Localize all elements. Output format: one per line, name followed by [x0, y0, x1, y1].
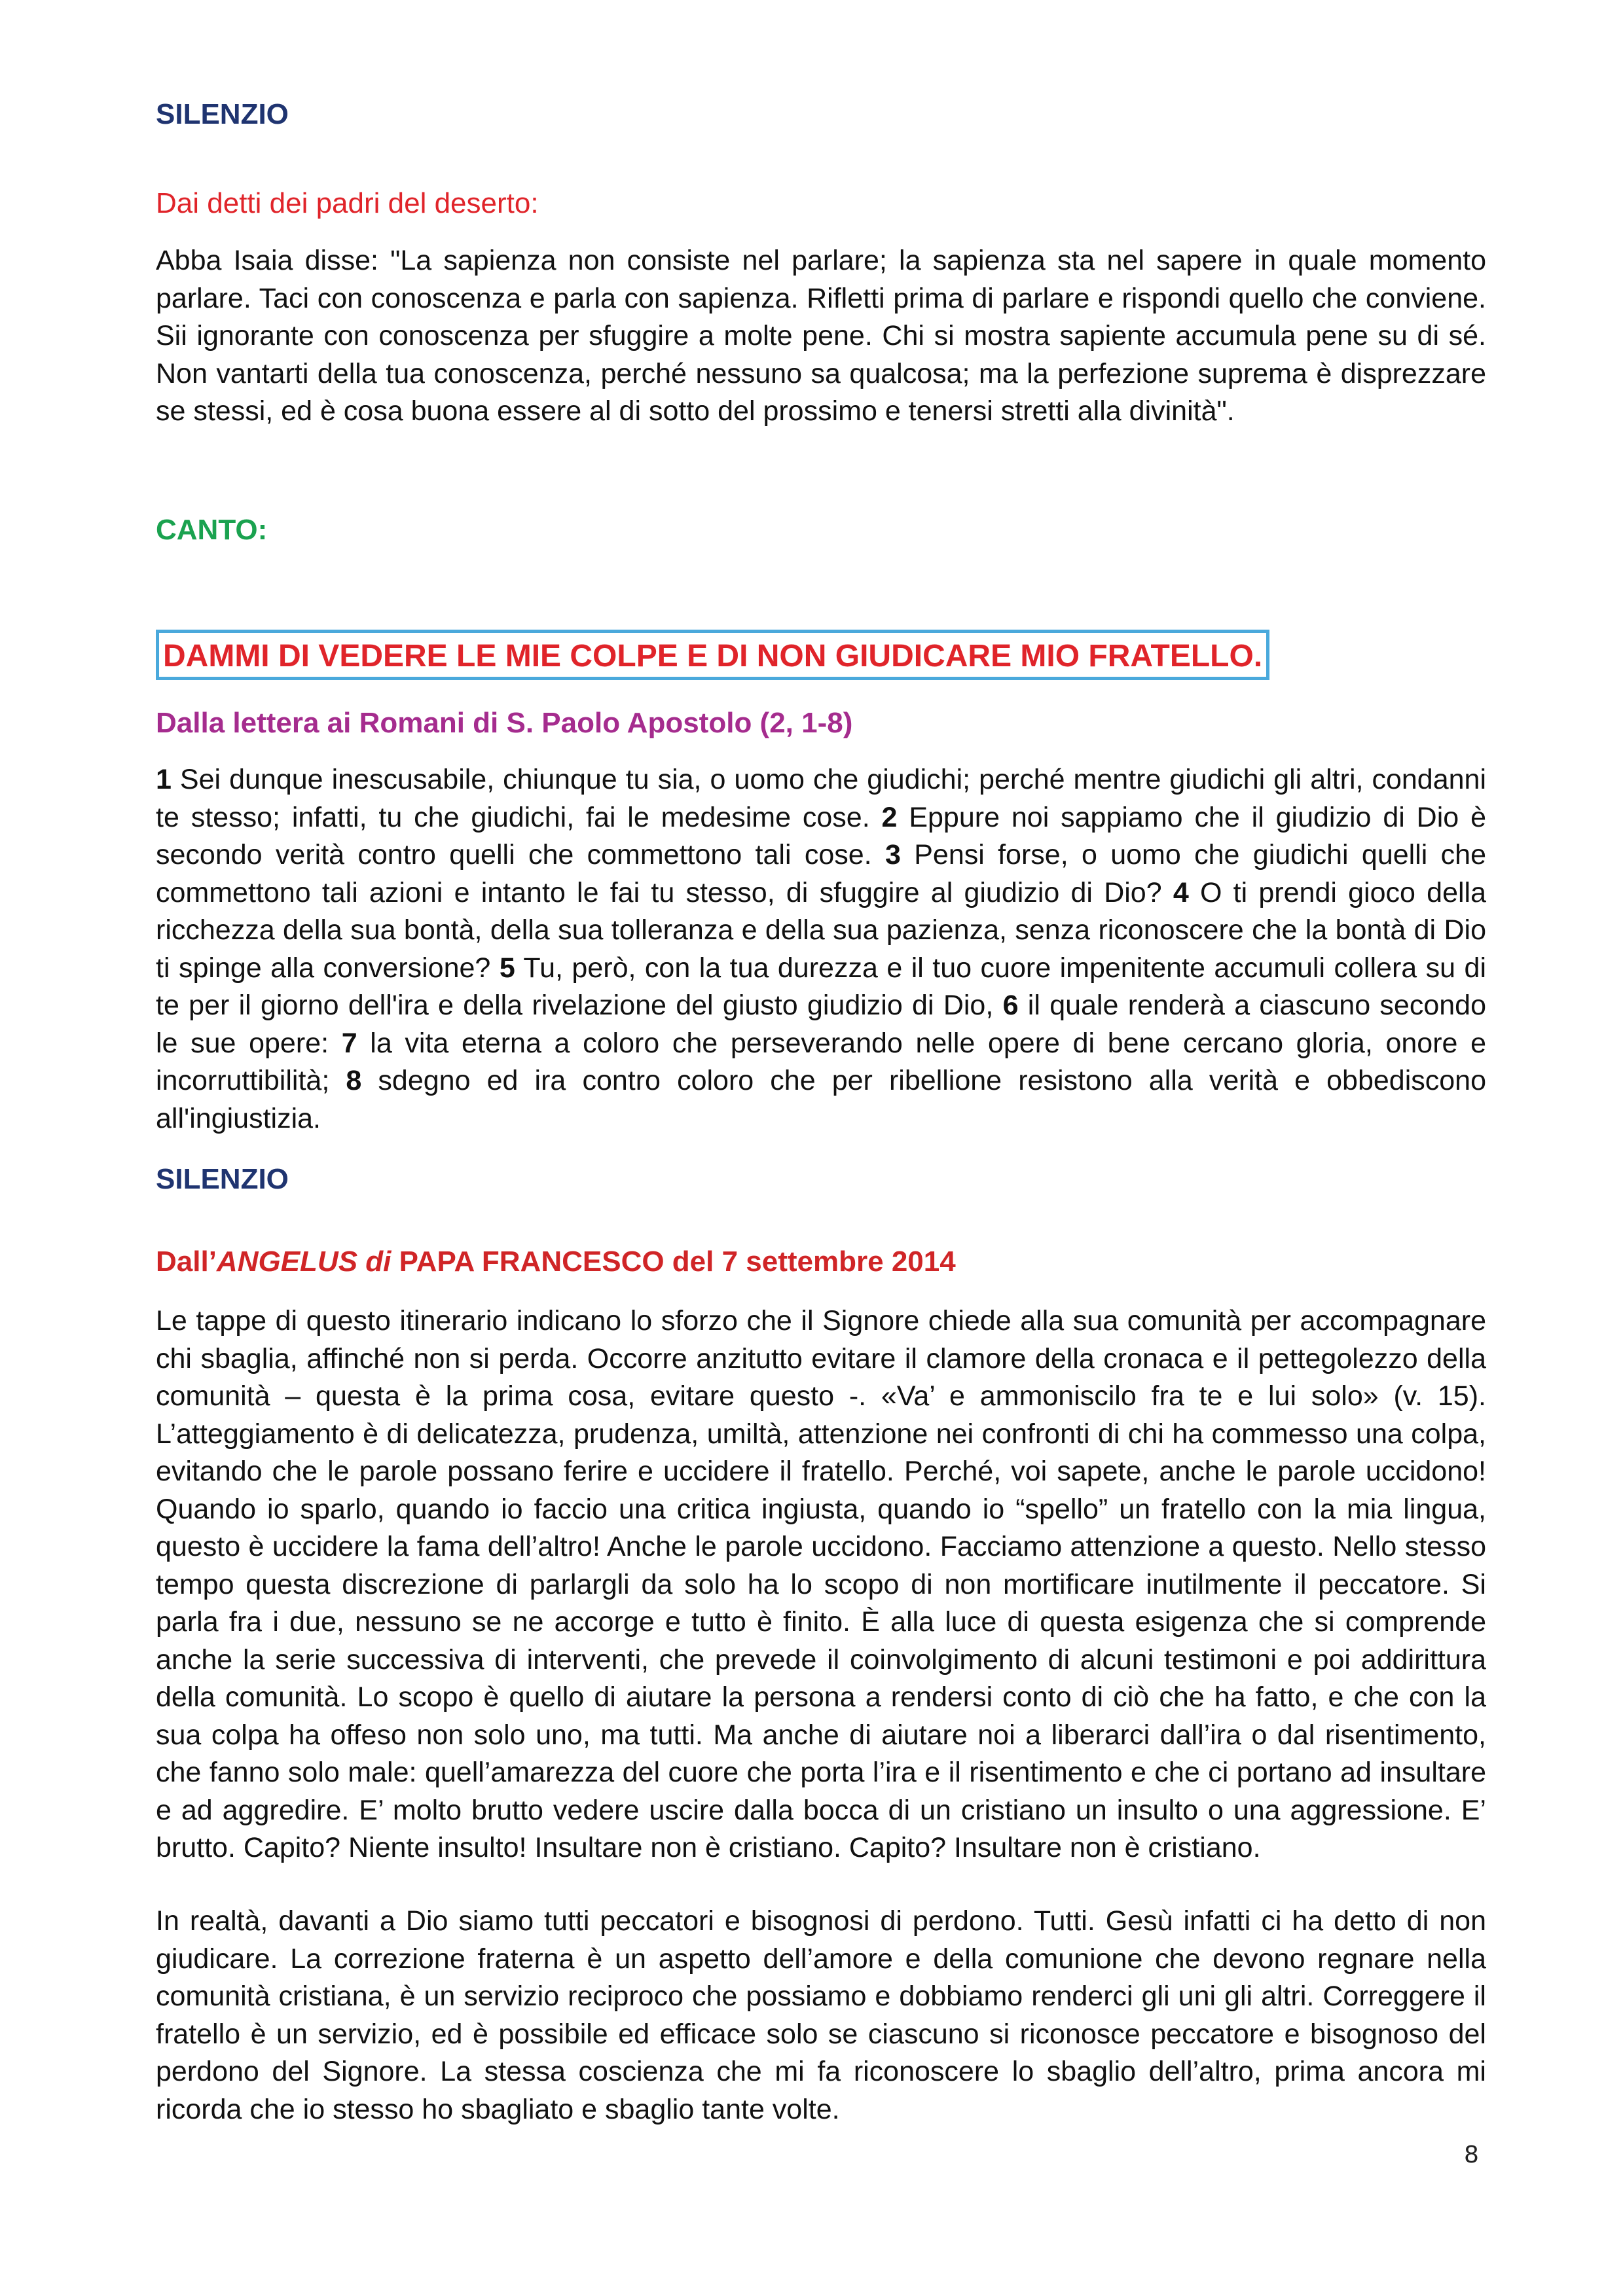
- verse-number: 1: [156, 764, 172, 795]
- verse-text: Sei dunque inescusabile, chiunque tu sia, o uomo che giudichi; perché mentre giudichi gli altri, condanni te stesso; infatti, tu che giudichi, fai le medesime cose.: [156, 764, 1486, 833]
- canto-label: CANTO:: [156, 514, 268, 546]
- verse-number: 2: [881, 801, 898, 833]
- verse-text: Eppure noi sappiamo che il giudizio di Dio è secondo verità contro quelli che commettono tali cose.: [156, 801, 1486, 870]
- desert-fathers-subheading: Dai detti dei padri del deserto:: [156, 187, 539, 219]
- angelus-paragraph-1: Le tappe di questo itinerario indicano lo sforzo che il Signore chiede alla sua comunità per accompagnare chi sbaglia, affinché non si perda. Occorre anzitutto evitare il clamore della cronaca e il pettegolezzo della comunità – questa è la prima cosa, evitare questo -. «Va’ e ammoniscilo fra te e lui solo» (v. 15). L’atteggiamento è di delicatezza, prudenza, umiltà, attenzione nei confronti di chi ha commesso una colpa, evitando che le parole possano ferire e uccidere il fratello. Perché, voi sapete, anche le parole uccidono! Quando io sparlo, quando io faccio una critica ingiusta, quando io “spello” un fratello con la mia lingua, questo è uccidere la fama dell’altro! Anche le parole uccidono. Facciamo attenzione a questo. Nello stesso tempo questa discrezione di parlargli da solo ha lo scopo di non mortificare inutilmente il peccatore. Si parla fra i due, nessuno se ne accorge e tutto è finito. È alla luce di questa esigenza che si comprende anche la serie successiva di interventi, che prevede il coinvolgimento di alcuni testimoni e poi addirittura della comunità. Lo scopo è quello di aiutare la persona a rendersi conto di ciò che ha fatto, e che con la sua colpa ha offeso non solo uno, ma tutti. Ma anche di aiutare noi a liberarci dall’ira o dal risentimento, che fanno solo male: quell’amarezza del cuore che porta l’ira e il risentimento e che ci portano ad insultare e ad aggredire. E’ molto brutto vedere uscire dalla bocca di un cristiano un insulto o una aggressione. E’ brutto. Capito? Niente insulto! Insultare non è cristiano. Capito? Insultare non è cristiano.: [156, 1305, 1486, 1863]
- verse-number: 3: [884, 839, 901, 870]
- boxed-title-text: DAMMI DI VEDERE LE MIE COLPE E DI NON GIUDICARE MIO FRATELLO.: [163, 639, 1263, 673]
- verse-number: 7: [341, 1027, 357, 1059]
- angelus-heading: [156, 1246, 956, 1278]
- section-heading-silenzio-2: SILENZIO: [156, 1163, 289, 1195]
- verse-text: il quale renderà a ciascuno secondo le sue opere:: [156, 990, 1486, 1059]
- verse-text: Pensi forse, o uomo che giudichi quelli che commettono tali azioni e intanto le fai tu stesso, di sfuggire al giudizio di Dio?: [156, 839, 1486, 908]
- verse-number: 4: [1173, 876, 1189, 908]
- verse-text: sdegno ed ira contro coloro che per ribellione resistono alla verità e obbediscono all'ingiustizia.: [156, 1065, 1486, 1134]
- abba-isaia-paragraph: Abba Isaia disse: "La sapienza non consiste nel parlare; la sapienza sta nel sapere in quale momento parlare. Taci con conoscenza e parla con sapienza. Rifletti prima di parlare e rispondi quello che conviene. Sii ignorante con conoscenza per sfuggire a molte pene. Chi si mostra sapiente accumula pene su di sé. Non vantarti della tua conoscenza, perché nessuno sa qualcosa; ma la perfezione suprema è disprezzare se stessi, ed è cosa buona essere al di sotto del prossimo e tenersi stretti alla divinità".: [156, 245, 1486, 427]
- section-heading-silenzio-1: SILENZIO: [156, 98, 289, 130]
- angelus-paragraph-2: In realtà, davanti a Dio siamo tutti peccatori e bisognosi di perdono. Tutti. Gesù infatti ci ha detto di non giudicare. La correzione fraterna è un aspetto dell’amore e della comunione che devono regnare nella comunità cristiana, è un servizio reciproco che possiamo e dobbiamo renderci gli uni gli altri. Correggere il fratello è un servizio, ed è possibile ed efficace solo se ciascuno si riconosce peccatore e bisognoso del perdono del Signore. La stessa coscienza che mi fa riconoscere lo sbaglio dell’altro, prima ancora mi ricorda che io stesso ho sbagliato e sbaglio tante volte.: [156, 1905, 1486, 2125]
- angelus-heading-italic: ANGELUS di: [216, 1246, 392, 1278]
- angelus-heading-rest: PAPA FRANCESCO del 7 settembre 2014: [391, 1246, 956, 1278]
- verse-number: 5: [499, 952, 515, 984]
- verse-number: 8: [346, 1065, 362, 1096]
- angelus-heading-prefix: Dall’: [156, 1246, 217, 1278]
- verse-text: O ti prendi gioco della ricchezza della sua bontà, della sua tolleranza e della sua pazienza, senza riconoscere che la bontà di Dio ti spinge alla conversione?: [156, 876, 1487, 984]
- boxed-title: [156, 630, 1269, 680]
- verse-number: 6: [1002, 990, 1019, 1021]
- page-number: 8: [1464, 2142, 1479, 2168]
- verse-text: la vita eterna a coloro che perseverando nelle opere di bene cercano gloria, onore e incorruttibilità;: [156, 1027, 1486, 1096]
- romani-passage: [156, 761, 1486, 1138]
- verse-text: Tu, però, con la tua durezza e il tuo cuore impenitente accumuli collera su di te per il giorno dell'ira e della rivelazione del giusto giudizio di Dio,: [156, 952, 1486, 1021]
- romani-heading: Dalla lettera ai Romani di S. Paolo Apostolo (2, 1-8): [156, 707, 853, 739]
